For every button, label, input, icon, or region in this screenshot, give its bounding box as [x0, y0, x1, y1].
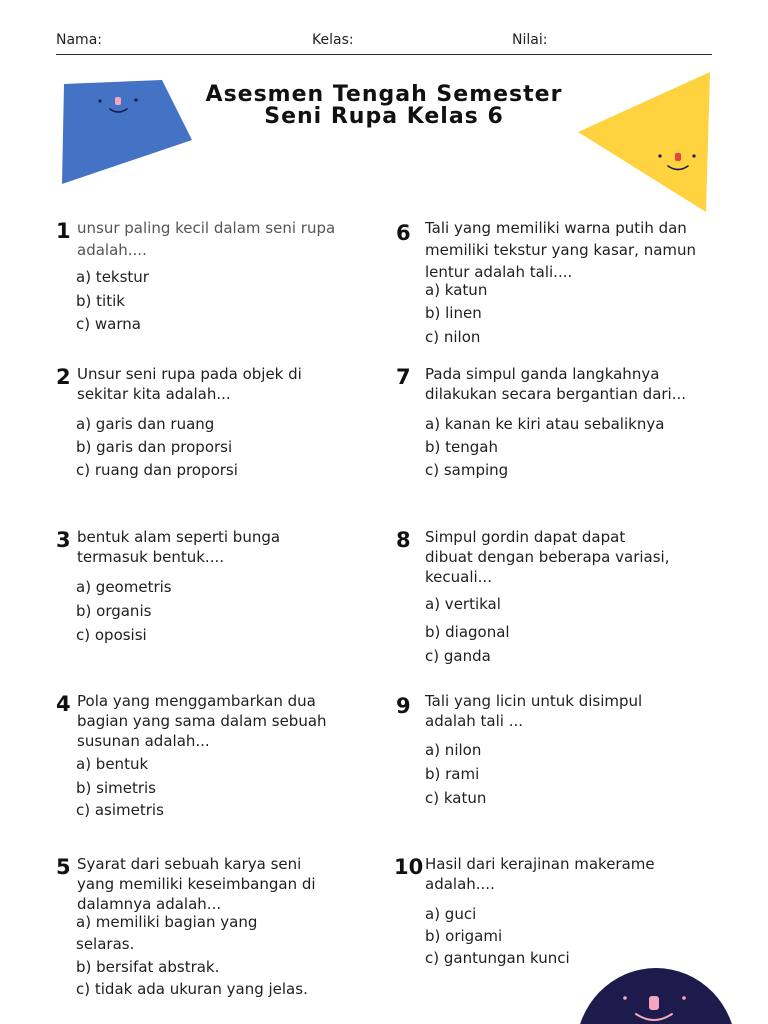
question-number: 1 [56, 219, 71, 243]
answer-option[interactable]: a) memiliki bagian yang [76, 913, 258, 931]
question-text-line: adalah.... [77, 241, 147, 259]
question-number: 8 [396, 528, 411, 552]
answer-option[interactable]: c) ganda [425, 647, 491, 665]
answer-option[interactable]: c) tidak ada ukuran yang jelas. [76, 980, 308, 998]
answer-option[interactable]: c) samping [425, 461, 509, 479]
question-7 [396, 364, 696, 484]
answer-option[interactable]: b) linen [425, 304, 482, 322]
question-text-line: dilakukan secara bergantian dari... [425, 385, 687, 403]
header-underline [56, 54, 712, 55]
answer-option[interactable]: a) garis dan ruang [76, 415, 215, 433]
title-line-1: Asesmen Tengah Semester [205, 82, 563, 107]
answer-option[interactable]: b) origami [425, 927, 503, 945]
question-number: 6 [396, 221, 411, 245]
answer-option[interactable]: b) garis dan proporsi [76, 438, 233, 456]
answer-option[interactable]: b) diagonal [425, 623, 510, 641]
question-text-line: unsur paling kecil dalam seni rupa [77, 219, 336, 237]
answer-option[interactable]: c) gantungan kunci [425, 949, 570, 967]
answer-option[interactable]: b) rami [425, 765, 480, 783]
question-number: 4 [56, 692, 71, 716]
answer-option[interactable]: selaras. [76, 935, 135, 953]
question-9 [396, 691, 696, 811]
answer-option[interactable]: b) tengah [425, 438, 498, 456]
question-6 [396, 218, 696, 348]
answer-option[interactable]: b) organis [76, 602, 152, 620]
question-10 [394, 854, 694, 974]
question-text-line: kecuali... [425, 568, 492, 586]
answer-option[interactable]: a) geometris [76, 578, 172, 596]
kelas-label: Kelas: [312, 32, 354, 48]
question-4 [56, 691, 356, 821]
answer-option[interactable]: c) warna [76, 315, 141, 333]
question-text-line: Simpul gordin dapat dapat [425, 528, 626, 546]
question-3 [56, 527, 356, 647]
question-8 [396, 527, 696, 672]
question-number: 7 [396, 365, 411, 389]
answer-option[interactable]: a) guci [425, 905, 477, 923]
title-line-2: Seni Rupa Kelas 6 [264, 104, 504, 129]
question-text-line: Pola yang menggambarkan dua [77, 692, 316, 710]
question-text-line: memiliki tekstur yang kasar, namun [425, 241, 697, 259]
question-text-line: Syarat dari sebuah karya seni [77, 855, 302, 873]
question-1 [56, 218, 356, 338]
question-number: 5 [56, 855, 71, 879]
question-number: 10 [394, 855, 424, 879]
question-text-line: sekitar kita adalah... [77, 385, 231, 403]
question-text-line: yang memiliki keseimbangan di [77, 875, 316, 893]
question-text-line: lentur adalah tali.... [425, 263, 573, 281]
yellow-triangle-character [574, 70, 716, 214]
answer-option[interactable]: c) ruang dan proporsi [76, 461, 238, 479]
question-text-line: adalah.... [425, 875, 495, 893]
question-text-line: dibuat dengan beberapa variasi, [425, 548, 670, 566]
nilai-label: Nilai: [512, 32, 548, 48]
question-text-line: adalah tali ... [425, 712, 524, 730]
answer-option[interactable]: a) vertikal [425, 595, 501, 613]
question-text-line: Hasil dari kerajinan makerame [425, 855, 655, 873]
question-text-line: termasuk bentuk.... [77, 548, 224, 566]
question-text-line: dalamnya adalah... [77, 895, 222, 913]
nama-label: Nama: [56, 32, 102, 48]
question-text-line: Tali yang memiliki warna putih dan [425, 219, 687, 237]
question-number: 2 [56, 365, 71, 389]
question-5 [56, 854, 356, 1004]
answer-option[interactable]: a) tekstur [76, 268, 149, 286]
question-number: 3 [56, 528, 71, 552]
answer-option[interactable]: b) simetris [76, 779, 156, 797]
answer-option[interactable]: c) oposisi [76, 626, 147, 644]
question-2 [56, 364, 356, 484]
answer-option[interactable]: c) asimetris [76, 801, 164, 819]
answer-option[interactable]: c) nilon [425, 328, 481, 346]
answer-option[interactable]: a) katun [425, 281, 488, 299]
answer-option[interactable]: b) titik [76, 292, 125, 310]
question-number: 9 [396, 694, 411, 718]
question-text-line: Tali yang licin untuk disimpul [425, 692, 643, 710]
answer-option[interactable]: c) katun [425, 789, 487, 807]
question-text-line: bentuk alam seperti bunga [77, 528, 281, 546]
answer-option[interactable]: a) kanan ke kiri atau sebaliknya [425, 415, 665, 433]
question-text-line: Unsur seni rupa pada objek di [77, 365, 302, 383]
navy-circle-character [576, 968, 736, 1024]
question-text-line: susunan adalah... [77, 732, 210, 750]
question-text-line: bagian yang sama dalam sebuah [77, 712, 327, 730]
answer-option[interactable]: a) nilon [425, 741, 482, 759]
answer-option[interactable]: a) bentuk [76, 755, 149, 773]
question-text-line: Pada simpul ganda langkahnya [425, 365, 660, 383]
answer-option[interactable]: b) bersifat abstrak. [76, 958, 220, 976]
